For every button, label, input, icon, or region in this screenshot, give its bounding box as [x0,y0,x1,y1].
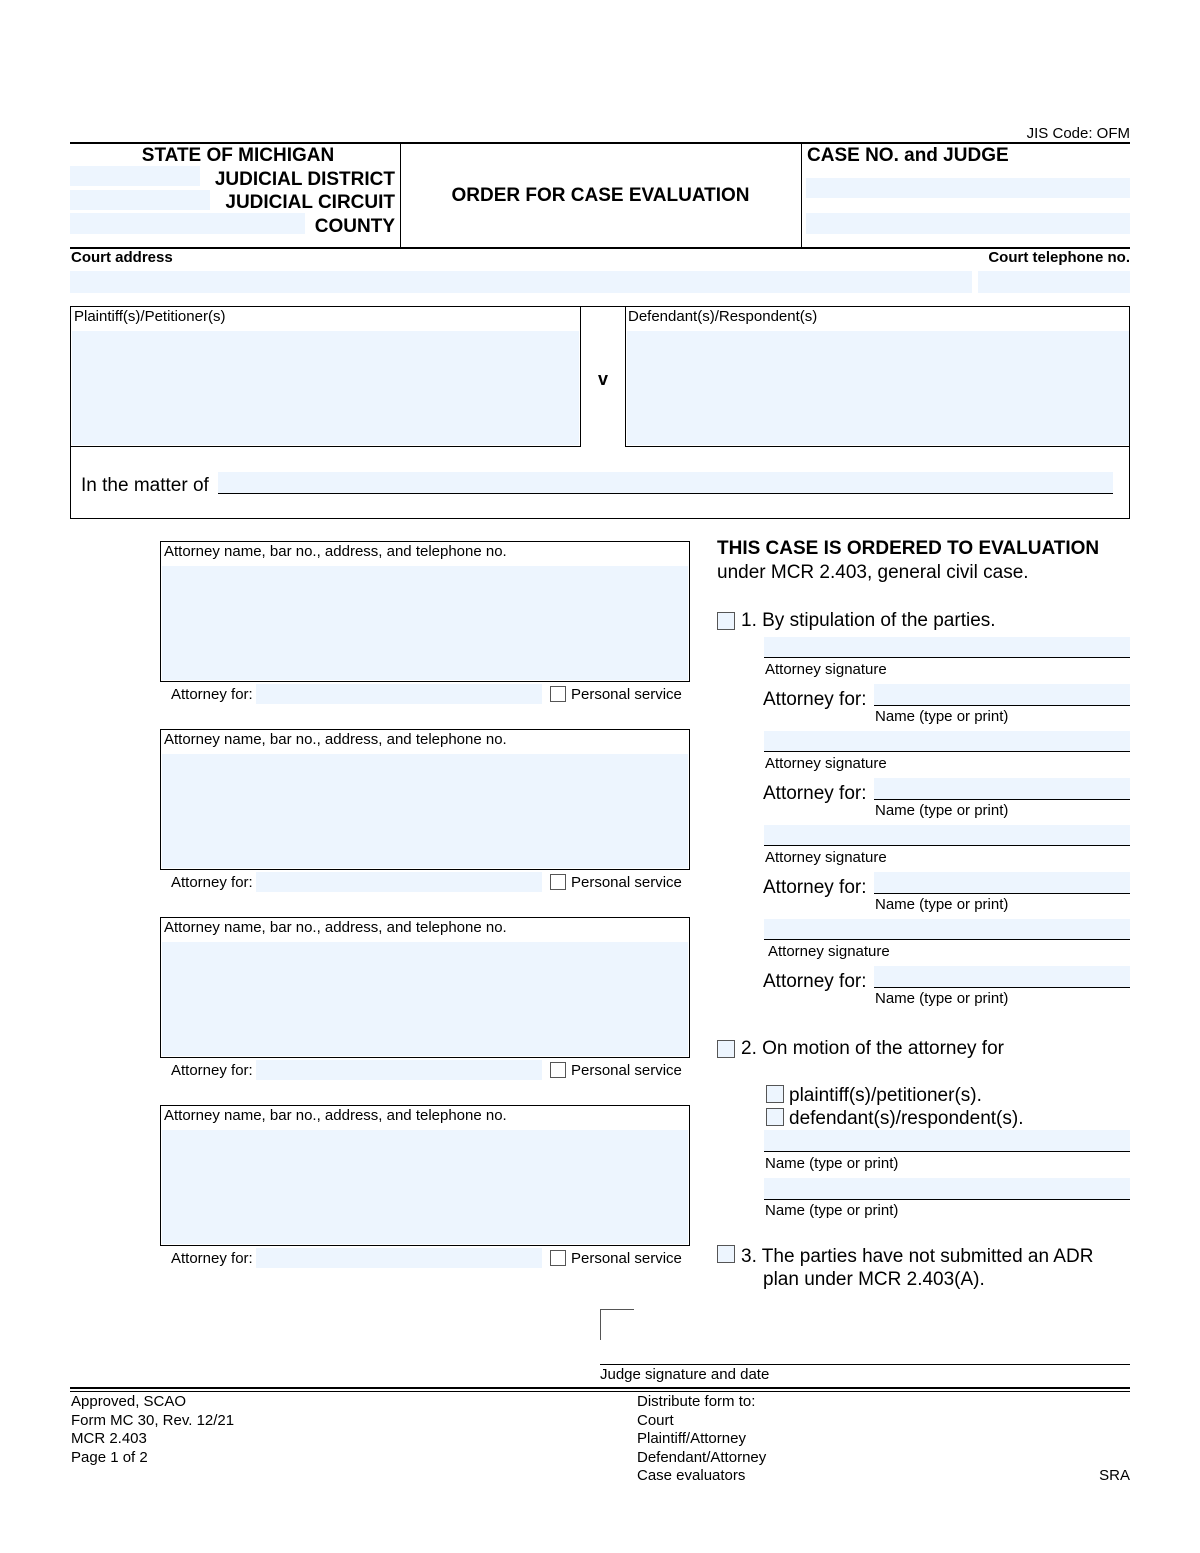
sra-code: SRA [1099,1467,1130,1484]
attorney-info-field[interactable] [162,942,688,1056]
personal-service-label: Personal service [571,1250,682,1267]
attorney-box-label: Attorney name, bar no., address, and telephone no. [164,543,507,560]
option3-checkbox[interactable] [717,1245,735,1263]
personal-service-checkbox[interactable] [550,1250,566,1266]
option2-checkbox[interactable] [717,1040,735,1058]
footer-rule-bottom [70,1391,1130,1392]
attorney-for-field[interactable] [256,1060,542,1080]
motion-name-field-1[interactable] [764,1130,1130,1152]
plaintiff-option-label: plaintiff(s)/petitioner(s). [789,1085,982,1106]
distribute-plaintiff: Plaintiff/Attorney [637,1430,746,1447]
seal-corner-mark [600,1309,634,1340]
attorney-box-label: Attorney name, bar no., address, and telephone no. [164,919,507,936]
court-address-field[interactable] [70,271,972,293]
attorney-for-field[interactable] [256,1248,542,1268]
option3-label-line2: plan under MCR 2.403(A). [763,1269,985,1290]
defendant-option-label: defendant(s)/respondent(s). [789,1108,1024,1129]
stip-attorney-for-label: Attorney for: [763,783,867,804]
case-no-judge-label: CASE NO. and JUDGE [807,145,1009,166]
form-number: Form MC 30, Rev. 12/21 [71,1411,235,1429]
stip-attorney-for-label: Attorney for: [763,971,867,992]
attorney-signature-label: Attorney signature [765,849,887,866]
distribute-evaluators: Case evaluators [637,1467,746,1484]
option1-label: 1. By stipulation of the parties. [741,610,996,631]
option1-checkbox[interactable] [717,612,735,630]
attorney-for-label: Attorney for: [171,686,253,703]
stip-name-field[interactable] [874,872,1130,894]
motion-name-field-2[interactable] [764,1178,1130,1200]
attorney-signature-label: Attorney signature [768,943,890,960]
matter-field[interactable] [218,472,1113,494]
jis-code: JIS Code: OFM [1026,125,1130,142]
name-type-print-label: Name (type or print) [875,896,1009,913]
judge-field[interactable] [806,213,1130,234]
name-type-print-label: Name (type or print) [875,990,1009,1007]
court-address-label: Court address [71,249,173,266]
defendant-field[interactable] [627,331,1129,445]
attorney-info-field[interactable] [162,754,688,868]
court-telephone-label: Court telephone no. [988,249,1130,266]
form-title: ORDER FOR CASE EVALUATION [451,185,750,206]
mcr-reference: MCR 2.403 [71,1430,147,1447]
attorney-signature-label: Attorney signature [765,661,887,678]
stip-name-field[interactable] [874,684,1130,706]
attorney-for-field[interactable] [256,872,542,892]
judicial-circuit-label: JUDICIAL CIRCUIT [225,192,395,213]
judge-signature-line [600,1364,1130,1365]
attorney-signature-field[interactable] [764,919,1130,940]
option2-label: 2. On motion of the attorney for [741,1038,1004,1059]
defendant-label: Defendant(s)/Respondent(s) [628,308,818,325]
judicial-district-label: JUDICIAL DISTRICT [214,169,395,190]
judge-signature-label[interactable]: Judge signature and date [600,1366,770,1383]
versus-label: v [597,369,608,389]
plaintiff-option-checkbox[interactable] [766,1085,784,1103]
name-type-print-label: Name (type or print) [765,1155,899,1172]
plaintiff-label: Plaintiff(s)/Petitioner(s) [74,308,226,325]
header-divider-right [801,142,802,248]
case-number-field[interactable] [806,178,1130,198]
name-type-print-label: Name (type or print) [765,1202,899,1219]
attorney-for-label: Attorney for: [171,1250,253,1267]
footer-left [71,1393,234,1467]
attorney-signature-field[interactable] [764,825,1130,846]
order-subheading: under MCR 2.403, general civil case. [717,562,1029,583]
county-label: COUNTY [314,216,395,237]
name-type-print-label: Name (type or print) [875,802,1009,819]
state-name: STATE OF MICHIGAN [141,145,335,166]
attorney-info-field[interactable] [162,566,688,680]
personal-service-checkbox[interactable] [550,686,566,702]
order-heading: THIS CASE IS ORDERED TO EVALUATION [717,538,1100,559]
attorney-box-label: Attorney name, bar no., address, and telephone no. [164,1107,507,1124]
attorney-signature-field[interactable] [764,731,1130,752]
stip-attorney-for-label: Attorney for: [763,877,867,898]
court-telephone-field[interactable] [978,271,1130,293]
distribute-label: Distribute form to: [637,1393,756,1410]
attorney-signature-field[interactable] [764,637,1130,658]
defendant-box-left-edge [625,306,626,447]
defendant-box-bottom [625,446,1130,447]
defendant-option-checkbox[interactable] [766,1108,784,1126]
matter-label: In the matter of [81,475,209,496]
name-type-print-label: Name (type or print) [875,708,1009,725]
attorney-for-label: Attorney for: [171,874,253,891]
attorney-signature-label: Attorney signature [765,755,887,772]
footer-rule-top [70,1387,1130,1389]
distribution-list [637,1393,766,1486]
option3-label-line1: 3. The parties have not submitted an ADR [741,1246,1094,1267]
approved-label: Approved, SCAO [71,1393,187,1410]
distribute-defendant: Defendant/Attorney [637,1448,767,1466]
plaintiff-field[interactable] [72,331,579,445]
stip-attorney-for-label: Attorney for: [763,689,867,710]
page-number: Page 1 of 2 [71,1448,148,1466]
distribute-court: Court [637,1411,674,1429]
attorney-for-field[interactable] [256,684,542,704]
personal-service-label: Personal service [571,874,682,891]
header-top-rule [70,142,1130,144]
personal-service-label: Personal service [571,1062,682,1079]
attorney-for-label: Attorney for: [171,1062,253,1079]
attorney-info-field[interactable] [162,1130,688,1244]
stip-name-field[interactable] [874,778,1130,800]
attorney-box-label: Attorney name, bar no., address, and telephone no. [164,731,507,748]
stip-name-field[interactable] [874,966,1130,988]
plaintiff-box-bottom [70,446,581,447]
personal-service-checkbox[interactable] [550,1062,566,1078]
personal-service-label: Personal service [571,686,682,703]
personal-service-checkbox[interactable] [550,874,566,890]
